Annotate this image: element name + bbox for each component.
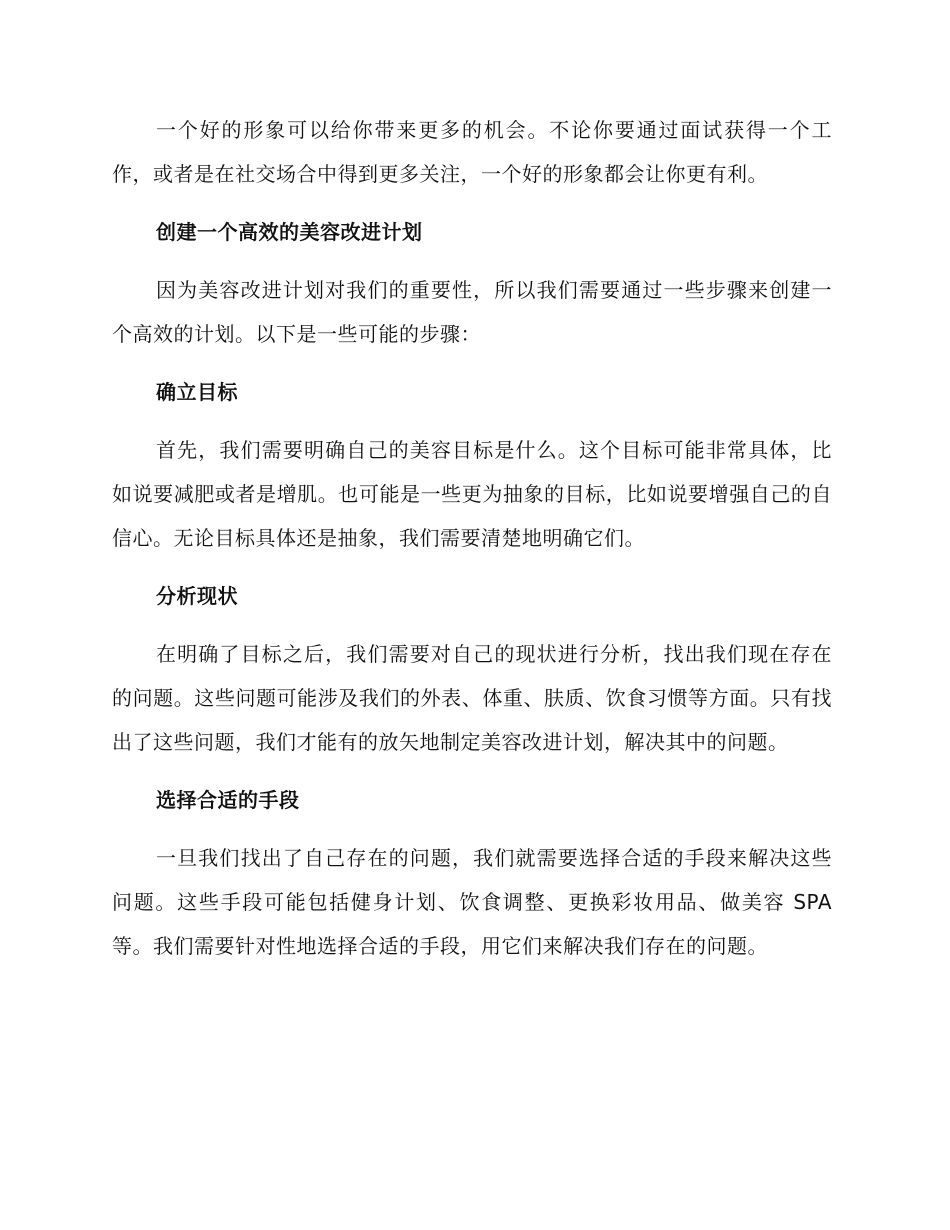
heading-set-goals: 确立目标: [156, 380, 238, 404]
paragraph-set-goals: 首先，我们需要明确自己的美容目标是什么。这个目标可能非常具体，比如说要减肥或者是增肌。也可能是一些更为抽象的目标，比如说要增强自己的自信心。无论目标具体还是抽象，我们需要清楚地明确它们。: [112, 438, 832, 550]
document-body: [112, 108, 832, 982]
paragraph-analyze-status: 在明确了目标之后，我们需要对自己的现状进行分析，找出我们现在存在的问题。这些问题可能涉及我们的外表、体重、肤质、饮食习惯等方面。只有找出了这些问题，我们才能有的放矢地制定美容改进计划，解决其中的问题。: [112, 642, 832, 754]
paragraph-create-plan: 因为美容改进计划对我们的重要性，所以我们需要通过一些步骤来创建一个高效的计划。以下是一些可能的步骤：: [112, 278, 832, 346]
paragraph-choose-methods: 一旦我们找出了自己存在的问题，我们就需要选择合适的手段来解决这些问题。这些手段可能包括健身计划、饮食调整、更换彩妆用品、做美容 SPA 等。我们需要针对性地选择合适的手段，用它们来解决我们存在的问题。: [112, 846, 832, 958]
heading-choose-methods: 选择合适的手段: [156, 788, 300, 812]
paragraph-intro: 一个好的形象可以给你带来更多的机会。不论你要通过面试获得一个工作，或者是在社交场合中得到更多关注，一个好的形象都会让你更有利。: [112, 118, 832, 186]
heading-analyze-status: 分析现状: [156, 584, 238, 608]
heading-create-plan: 创建一个高效的美容改进计划: [156, 220, 423, 244]
